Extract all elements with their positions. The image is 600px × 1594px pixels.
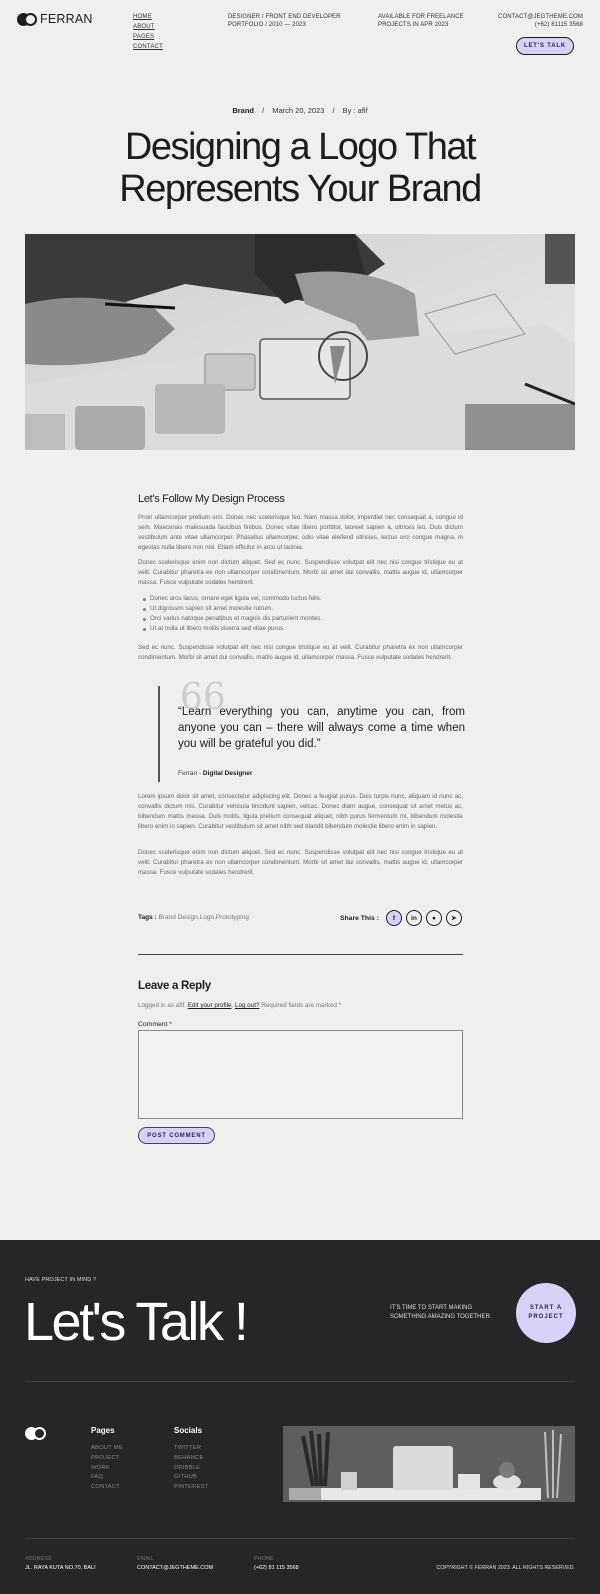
- footer-link[interactable]: ABOUT ME: [91, 1445, 123, 1451]
- tagline-line: IT'S TIME TO START MAKING: [390, 1305, 473, 1311]
- footer-divider: [25, 1381, 575, 1382]
- logout-link[interactable]: Log out?: [234, 1002, 260, 1009]
- availability-date: PROJECTS IN APR 2023: [378, 22, 449, 28]
- comment-label: Comment *: [138, 1021, 172, 1028]
- post-date: March 20, 2023: [272, 106, 325, 115]
- site-footer: [0, 1240, 600, 1594]
- address-label: ADDRESS: [25, 1556, 52, 1562]
- footer-link[interactable]: PROJECT: [91, 1454, 120, 1461]
- nav-about[interactable]: ABOUT: [133, 24, 155, 30]
- start-project-button[interactable]: [516, 1283, 576, 1343]
- reply-heading: Leave a Reply: [138, 980, 211, 992]
- footer-logo-icon[interactable]: [25, 1427, 47, 1440]
- facebook-icon[interactable]: f: [386, 910, 402, 926]
- logged-in-note: Logged in as afif. Edit your profile. Log out? Required fields are marked *: [138, 1002, 342, 1009]
- comment-textarea[interactable]: [138, 1030, 463, 1119]
- paragraph: Proin ullamcorper pretium orci. Donec nec scelerisque leo. Nam massa dolor, imperdiet nec consequat a, congue id sem. Maecenas malesuada faucibus finibus. Donec vitae libero porttitor, laoreet sapien a, ultrices leo. Duis dictum vestibulum ante vitae ullamcorper. Phasellus ullamcorper, odio vitae eleifend ultricies, lectus orci congue magna, in egestas nulla libero non nisl. Etiam efficitur in arcu ut lacinia.: [138, 514, 463, 551]
- hero-image: [25, 234, 575, 450]
- role-line: DESIGNER / FRONT END DEVELOPER: [228, 14, 341, 20]
- post-comment-button[interactable]: POST COMMENT: [138, 1127, 215, 1144]
- paragraph: Donec scelerisque enim non dictum aliquet. Sed ec nunc. Suspendisse volutpat elit nec nisi congue tristique eu at velit. Curabitur pharetra ex non ullamcorper condimentum. Morbi sit amet dui convallis, mattis augue id, ullamcorper massa. Fusce vulputate sodales hendrerit.: [138, 849, 463, 876]
- header-contact: [498, 13, 583, 29]
- linkedin-icon[interactable]: in: [406, 910, 422, 926]
- footer-link[interactable]: DRIBBLE: [174, 1464, 201, 1471]
- edit-profile-link[interactable]: Edit your profile: [187, 1002, 232, 1009]
- socials-title: Socials: [174, 1426, 203, 1435]
- email-label: EMAIL: [137, 1556, 154, 1562]
- footer-link[interactable]: BEHANCE: [174, 1454, 204, 1461]
- paragraph: Donec scelerisque enim non dictum aliquet. Sed ec nunc. Suspendisse volutpat elit nec nisi congue tristique eu at velit. Curabitur pharetra ex non ullamcorper condimentum. Morbi sit amet dui convallis, mattis augue id, ullamcorper massa. Fusce vulputate sodales hendrerit.: [138, 559, 463, 586]
- tags-label: Tags :: [138, 914, 159, 921]
- footer-link[interactable]: FAQ: [91, 1474, 104, 1481]
- lets-talk-button[interactable]: LET'S TALK: [516, 37, 574, 55]
- title-line: Designing a Logo That: [124, 126, 476, 168]
- blockquote: [158, 677, 465, 782]
- quote-author-name: Ferran -: [178, 770, 203, 777]
- title-line: Represents Your Brand: [119, 168, 481, 210]
- footer-link[interactable]: PINTEREST: [174, 1484, 209, 1491]
- telegram-icon[interactable]: ➤: [446, 910, 462, 926]
- required-note: Required fields are marked *: [259, 1002, 342, 1009]
- page-title: [0, 126, 600, 210]
- post-category[interactable]: Brand: [232, 106, 254, 115]
- copyright: COPYRIGHT © FERRAN 2023. ALL RIGHTS RESERVED.: [436, 1565, 575, 1571]
- site-header: [0, 0, 600, 90]
- quote-author: [178, 770, 252, 777]
- nav-home[interactable]: HOME: [133, 14, 152, 20]
- footer-socials: [174, 1426, 208, 1493]
- paragraph: Lorem ipsum dolor sit amet, consectetur adipiscing elit. Donec a feugiat purus. Duis turpis nunc, aliquam id nunc ac, convallis dictum nisi. Curabitur vehicula tincidunt sapien, velcac. Donec diam augue, consequat sit amet metus ac, bibendum mattis massa. Duis mollis, ligula pretium consequat aliquet, nibh purus fermentum mi, bibendum molestie libero enim in sapien. Curabitur vestibulum sit amet nibh sed blandit bibendum molestie libero enim in sapien.: [138, 793, 463, 830]
- logged-in-text: Logged in as afif.: [138, 1002, 188, 1009]
- email-value[interactable]: CONTACT@JEGTHEME.COM: [137, 1565, 214, 1571]
- header-phone: (+62) 81115 3568: [534, 22, 583, 28]
- address-value: JL. RAYA KUTA NO.70, BALI: [25, 1565, 96, 1571]
- bullet-list: [138, 594, 463, 634]
- tagline-line: SOMETHING AMAZING TOGETHER.: [390, 1314, 492, 1320]
- post-tags: [138, 914, 249, 921]
- logo[interactable]: [17, 12, 93, 26]
- main-nav: [133, 13, 163, 51]
- footer-email: [137, 1556, 213, 1571]
- portfolio-line: PORTFOLIO / 2010 — 2023: [228, 22, 306, 28]
- footer-link[interactable]: GITHUB: [174, 1474, 198, 1481]
- list-item: Donec arcu lacus, ornare eget ligula vel, commodo luctus felis.: [150, 594, 463, 604]
- post-author[interactable]: By : afif: [342, 106, 368, 115]
- availability-line: AVAILABLE FOR FREELANCE: [378, 14, 464, 20]
- start-project-line: PROJECT: [528, 1314, 564, 1320]
- nav-pages[interactable]: PAGES: [133, 34, 155, 40]
- footer-address: [25, 1556, 96, 1571]
- logo-mark-icon: [17, 13, 37, 26]
- header-email[interactable]: CONTACT@JEGTHEME.COM: [498, 14, 583, 20]
- footer-pages: [91, 1426, 123, 1493]
- share-label: Share This :: [340, 914, 379, 922]
- start-project-line: START A: [529, 1305, 563, 1311]
- pages-title: Pages: [91, 1426, 115, 1435]
- meta-separator: /: [262, 106, 265, 115]
- footer-tagline: [390, 1304, 491, 1322]
- share-bar: [340, 910, 462, 926]
- article-heading-wrap: [138, 493, 463, 505]
- footer-link[interactable]: WORK: [91, 1464, 110, 1471]
- list-item: Ut at nulla ut libero mollis viverra sed vitae purus.: [150, 624, 463, 634]
- header-availability: [378, 13, 464, 29]
- divider: [138, 954, 463, 955]
- whatsapp-icon[interactable]: ●: [426, 910, 442, 926]
- desk-photo: [283, 1426, 575, 1502]
- post-meta: [0, 106, 600, 115]
- section-heading: Let's Follow My Design Process: [138, 493, 285, 505]
- footer-eyebrow: HAVE PROJECT IN MIND ?: [25, 1277, 97, 1283]
- meta-separator: /: [332, 106, 335, 115]
- footer-link[interactable]: TWITTER: [174, 1445, 202, 1451]
- quote-text: “Learn everything you can, anytime you can, from anyone you can – there will always come a time when you will be grateful you did.”: [178, 706, 465, 750]
- tags-list[interactable]: Brand Design,Logo,Prototyping: [158, 914, 249, 921]
- nav-contact[interactable]: CONTACT: [133, 44, 163, 50]
- phone-label: PHONE: [254, 1556, 274, 1562]
- quote-author-role: Digital Designer: [202, 770, 253, 777]
- list-item: Ut dignissim sapien sit amet molestie rutrum.: [150, 604, 463, 614]
- paragraph: Sed ec nunc. Suspendisse volutpat elit nec nisi congue tristique eu at velit. Curabitur pharetra ex non ullamcorper condimentum. Morbi sit amet dui convallis, mattis augue id, ullamcorper massa. Fusce vulputate sodales hendrerit.: [138, 644, 463, 661]
- header-role: [228, 13, 341, 29]
- quote-mark-icon: 66: [180, 677, 226, 718]
- footer-headline: Let's Talk !: [24, 1292, 247, 1352]
- design-sketch-photo: [25, 234, 575, 450]
- brand-name: FERRAN: [40, 12, 93, 26]
- footer-divider: [25, 1538, 575, 1539]
- workspace-image: [283, 1426, 575, 1502]
- list-item: Orci varius natoque penatibus et magnis dis parturient montes.: [150, 614, 463, 624]
- footer-link[interactable]: CONTACT: [91, 1484, 120, 1491]
- phone-value: (+62) 81 115 3568: [254, 1565, 299, 1571]
- footer-phone: [254, 1556, 299, 1571]
